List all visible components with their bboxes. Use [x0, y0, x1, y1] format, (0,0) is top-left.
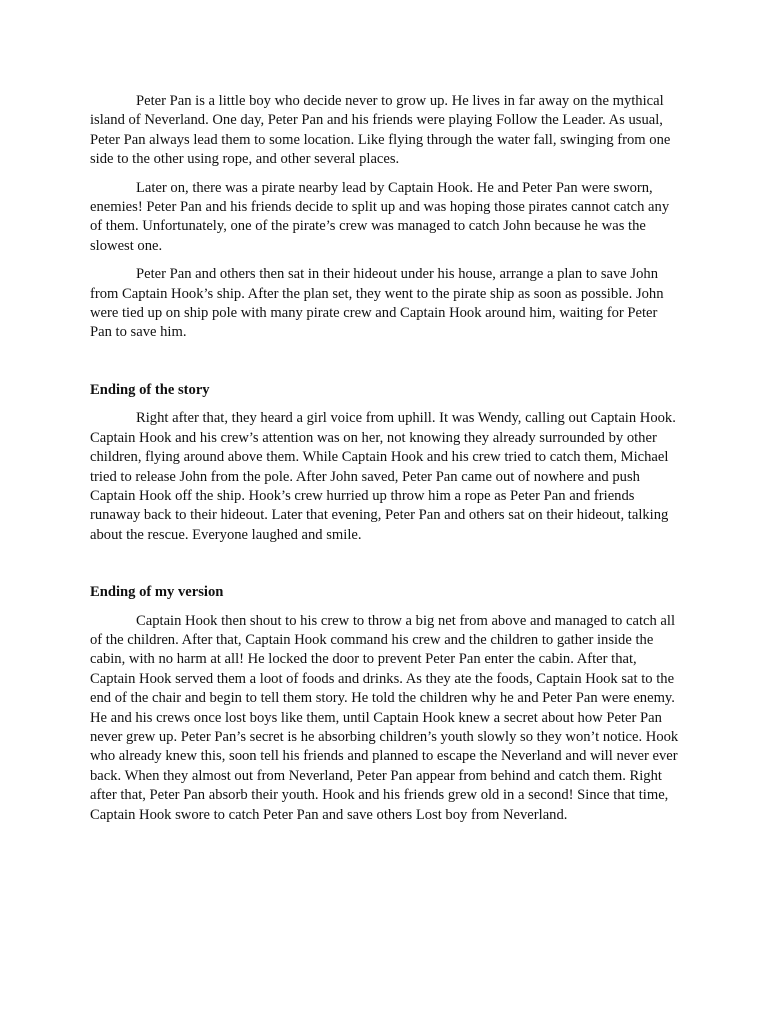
section-spacer — [90, 343, 680, 381]
story-ending-paragraph: Right after that, they heard a girl voice from uphill. It was Wendy, calling out Captain Hook. Captain Hook and his crew’s attention was on her, not knowing they already surrounded by other children, flying around above them. While Captain Hook and his crew tried to catch them, Michael tried to release John from the pole. After John saved, Peter Pan came out of nowhere and push Captain Hook off the ship. Hook’s crew hurried up throw him a rope as Peter Pan and friends runaway back to their hideout. Later that evening, Peter Pan and others sat on their hideout, talking about the rescue. Everyone laughed and smile. — [90, 410, 676, 543]
intro-paragraph-1: Peter Pan is a little boy who decide never to grow up. He lives in far away on the mythical island of Neverland. One day, Peter Pan and his friends were playing Follow the Leader. As usual, Peter Pan always lead them to some location. Like flying through the water fall, swinging from one side to the other using rope, and other several places. — [90, 93, 671, 168]
intro-paragraph-3: Peter Pan and others then sat in their hideout under his house, arrange a plan to save John from Captain Hook’s ship. After the plan set, they went to the pirate ship as soon as possible. John were tied up on ship pole with many pirate crew and Captain Hook around him, waiting for Peter Pan to save him. — [90, 266, 664, 341]
my-version-paragraph: Captain Hook then shout to his crew to throw a big net from above and managed to catch all of the children. After that, Captain Hook command his crew and the children to gather inside the cabin, with no harm at all! He locked the door to prevent Peter Pan enter the cabin. After that, Captain Hook served them a loot of foods and drinks. As they ate the foods, Captain Hook sat to the end of the chair and begin to tell them story. He told the children why he and Peter Pan were enemy. He and his crews once lost boys like them, until Captain Hook knew a secret about how Peter Pan never grew up. Peter Pan’s secret is he absorbing children’s youth slowly so they won’t notice. Hook who already knew this, soon tell his friends and planned to escape the Neverland and will never ever back. When they almost out from Neverland, Peter Pan appear from behind and catch them. Right after that, Peter Pan absorb their youth. Hook and his friends grew old in a second! Since that time, Captain Hook swore to catch Peter Pan and save others Lost boy from Neverland. — [90, 612, 679, 823]
story-ending-heading: Ending of the story — [90, 381, 210, 398]
my-version-heading: Ending of my version — [90, 584, 224, 601]
intro-paragraph-2: Later on, there was a pirate nearby lead by Captain Hook. He and Peter Pan were sworn, enemies! Peter Pan and his friends decide to split up and was hoping those pirates cannot catch any of them. Unfortunately, one of the pirate’s crew was managed to catch John because he was the slowest one. — [90, 179, 670, 254]
section-spacer — [90, 545, 680, 583]
document-body — [90, 92, 680, 834]
